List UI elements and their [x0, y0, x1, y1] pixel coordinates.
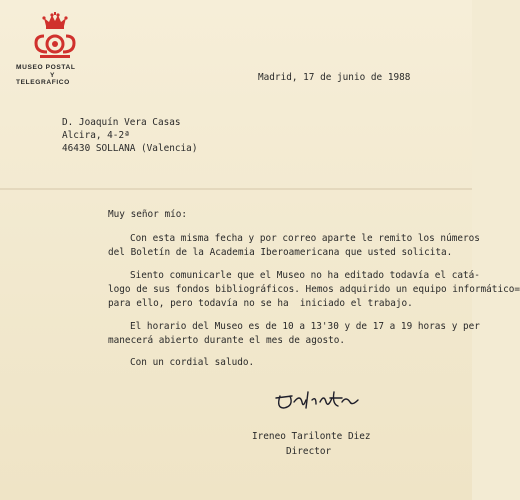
- handwritten-signature: [272, 386, 368, 416]
- recipient-name: D. Joaquín Vera Casas: [62, 117, 181, 128]
- salutation: Muy señor mío:: [108, 209, 188, 220]
- correos-crown-horn-logo: [22, 12, 88, 60]
- org-name-line3: TELEGRAFICO: [16, 79, 70, 86]
- closing-line: Con un cordial saludo.: [130, 357, 255, 368]
- body-line: logo de sus fondos bibliográficos. Hemos adquirido un equipo informático=: [108, 284, 520, 295]
- recipient-city: 46430 SOLLANA (Valencia): [62, 143, 198, 154]
- body-line: del Boletín de la Academia Iberoamericana que usted solicita.: [108, 247, 453, 258]
- body-line: El horario del Museo es de 10 a 13'30 y de 17 a 19 horas y per: [130, 321, 480, 332]
- body-line: Siento comunicarle que el Museo no ha editado todavía el catá-: [130, 270, 480, 281]
- body-line: Con esta misma fecha y por correo aparte le remito los números: [130, 233, 480, 244]
- recipient-street: Alcira, 4-2ª: [62, 130, 130, 141]
- paper-fold-line: [0, 188, 472, 190]
- body-line: manecerá abierto durante el mes de agosto.: [108, 335, 346, 346]
- signer-title: Director: [286, 446, 332, 457]
- org-name-line1: MUSEO POSTAL: [16, 64, 76, 71]
- body-line: para ello, pero todavía no se ha iniciado el trabajo.: [108, 298, 413, 309]
- signer-name: Ireneo Tarilonte Diez: [252, 431, 371, 442]
- org-name-line2: Y: [50, 72, 55, 79]
- date-line: Madrid, 17 de junio de 1988: [258, 72, 411, 83]
